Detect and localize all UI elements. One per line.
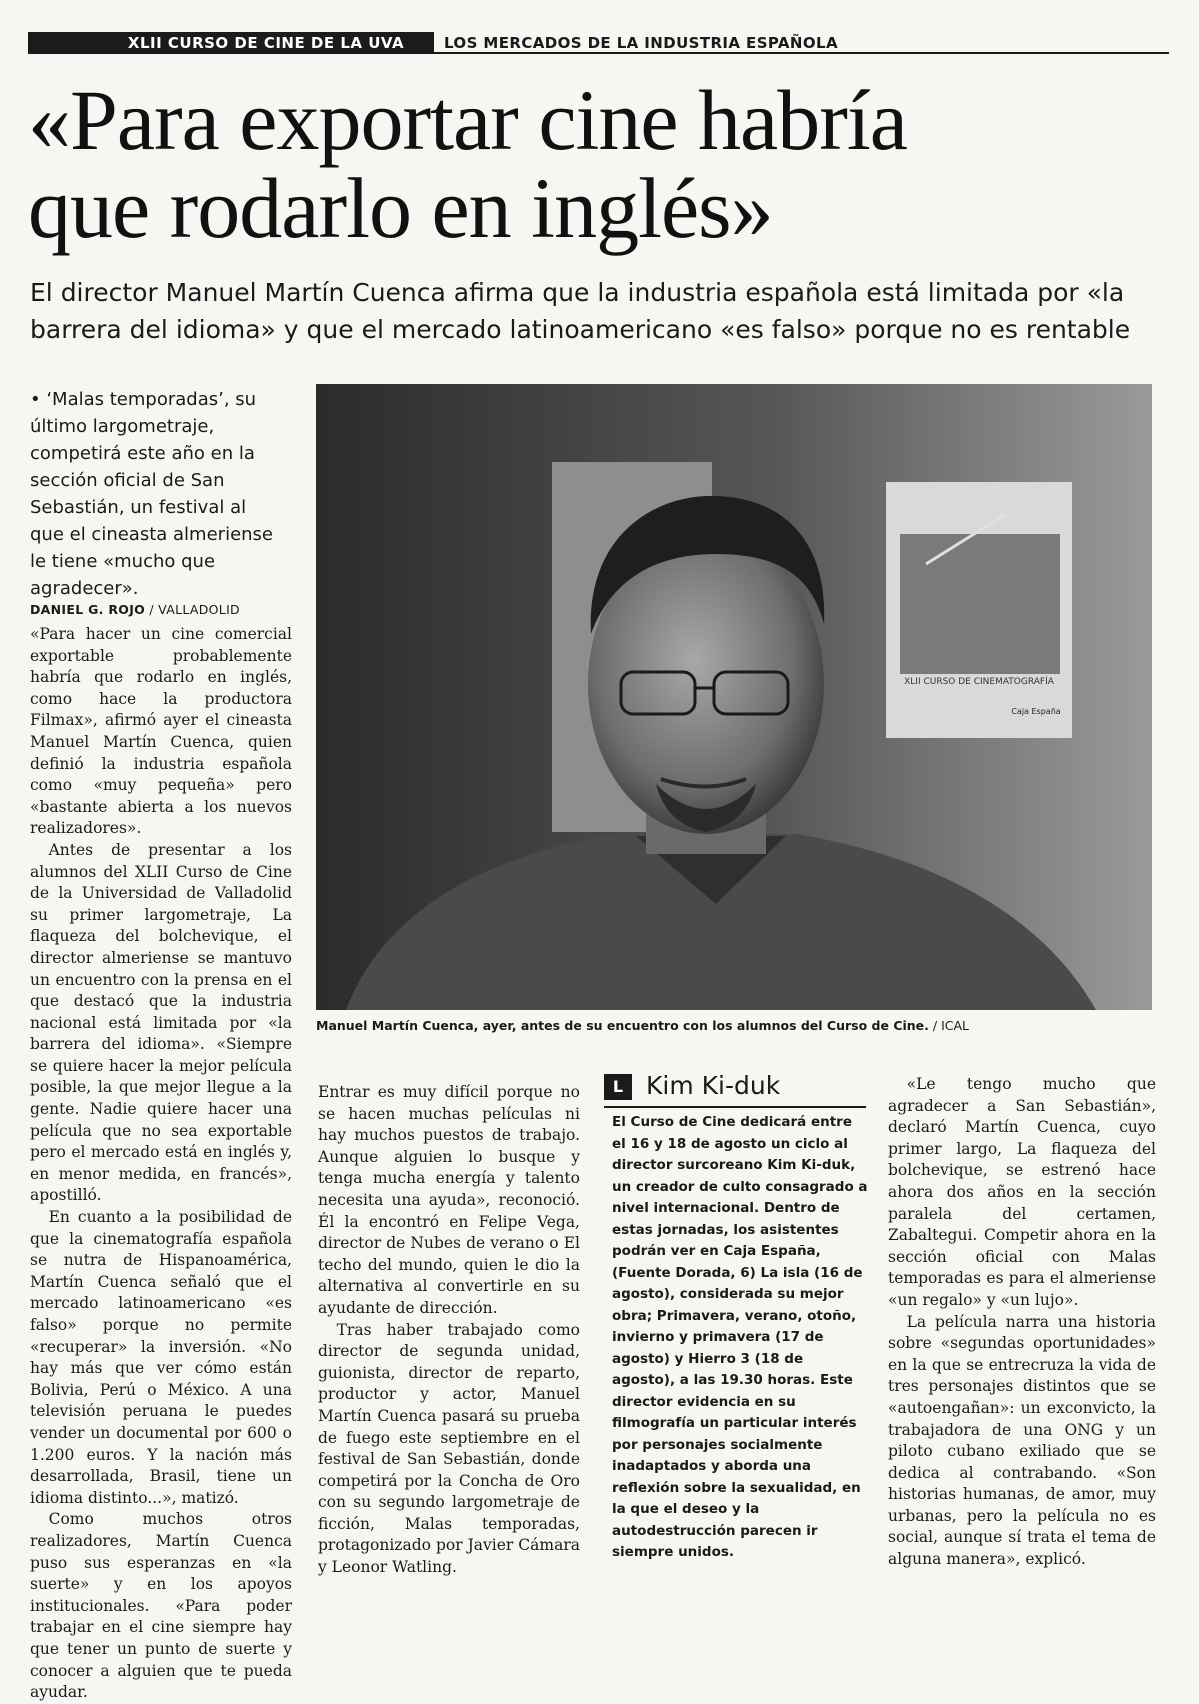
paragraph: La película narra una historia sobre «segundas oportunidades» en la que se entrecruza la vida de tres personajes distintos que se «autoengañan»: un exconvicto, la trabajadora de una ONG y un piloto cubano exiliado que se dedica al contrabando. «Son historias humanas, de amor, muy urbanas, pero la película no es social, aunque sí trata el tema de alguna manera», explicó. bbox=[888, 1312, 1156, 1569]
byline-place: / VALLADOLID bbox=[145, 602, 240, 617]
byline-author: DANIEL G. ROJO bbox=[30, 602, 146, 617]
body-column-1 bbox=[30, 624, 292, 1704]
paragraph: «Le tengo mucho que agradecer a San Sebastián», declaró Martín Cuenca, cuyo primer largo, La flaqueza del bolchevique, se estrenó hace ahora dos años en la sección paralela del certamen, Zabaltegui. Competir ahora en la sección oficial con Malas temporadas es para el almeriense «un regalo» y «un lujo». bbox=[888, 1075, 1156, 1309]
caption-credit: / ICAL bbox=[928, 1018, 969, 1033]
poster-text: XLII CURSO DE CINEMATOGRAFÍA bbox=[904, 677, 1054, 687]
paragraph: Como muchos otros realizadores, Martín Cuenca puso sus esperanzas en «la suerte» y en los apoyos institucionales. «Para poder trabajar en el cine siempre hay que tener un punto de suerte y conocer a alguien que te pueda ayudar. bbox=[30, 1510, 292, 1702]
paragraph: En cuanto a la posibilidad de que la cinematografía española se nutra de Hispanoamérica, Martín Cuenca señaló que el mercado latinoamericano «es falso» porque no permite «recuperar» la inversión. «No hay más que ver cómo están Bolivia, Perú o México. A una televisión peruana le puedes vender un documental por 600 o 1.200 euros. Y la nación más desarrollada, Brasil, tiene un idioma distinto...», matizó. bbox=[30, 1208, 292, 1507]
section-topic: LOS MERCADOS DE LA INDUSTRIA ESPAÑOLA bbox=[444, 34, 838, 52]
paragraph: Entrar es muy difícil porque no se hacen muchas películas ni hay muchos puestos de trabajo. Aunque alguien lo busque y tenga mucha energía y talento necesita una ayuda», reconoció. Él la encontró en Felipe Vega, director de Nubes de verano o El techo del mundo, quien le dio la alternativa al convertirle en su ayudante de dirección. bbox=[318, 1083, 580, 1317]
body-column-2 bbox=[318, 1082, 580, 1579]
article-photo bbox=[316, 384, 1152, 1010]
headline bbox=[28, 72, 1168, 256]
caption-text: Manuel Martín Cuenca, ayer, antes de su encuentro con los alumnos del Curso de Cine. bbox=[316, 1018, 929, 1033]
byline bbox=[30, 602, 240, 617]
summary: • ‘Malas temporadas’, su último largometraje, competirá este año en la sección oficial de San Sebastián, un festival al que el cineasta almeriense le tiene «mucho que agradecer». bbox=[30, 389, 273, 599]
subheadline: El director Manuel Martín Cuenca afirma que la industria española está limitada por «la barrera del idioma» y que el mercado latinoamericano «es falso» porque no es rentable bbox=[30, 278, 1131, 344]
paragraph: Antes de presentar a los alumnos del XLII Curso de Cine de la Universidad de Valladolid su primer largometraje, La flaqueza del bolchevique, el director almeriense se mantuvo un encuentro con la prensa en el que destacó que la industria nacional está limitada por «la barrera del idioma». «Siempre se quiere hacer la mejor película posible, la que mejor llegue a la gente. Nadie quiere hacer una película que no sea exportable pero el mercado está en inglés y, en menor medida, en francés», apostilló. bbox=[30, 840, 292, 1205]
sidebar-logo-icon: L bbox=[604, 1074, 632, 1100]
paragraph: «Para hacer un cine comercial exportable probablemente habría que rodarlo en inglés, como hace la productora Filmax», afirmó ayer el cineasta Manuel Martín Cuenca, quien definió la industria española como «muy pequeña» pero «bastante abierta a los nuevos realizadores». bbox=[30, 625, 292, 838]
poster-sponsor: Caja España bbox=[1011, 707, 1061, 716]
section-label: XLII CURSO DE CINE DE LA UVA bbox=[28, 32, 434, 54]
sidebar-title: Kim Ki-duk bbox=[646, 1071, 781, 1100]
section-header bbox=[28, 32, 1168, 54]
paragraph: Tras haber trabajado como director de segunda unidad, guionista, director de reparto, productor y actor, Manuel Martín Cuenca pasará su prueba de fuego este septiembre en el festival de San Sebastián, donde competirá por la Concha de Oro con su segundo largometraje de ficción, Malas temporadas, protagonizado por Javier Cámara y Leonor Watling. bbox=[318, 1320, 580, 1577]
photo-illustration bbox=[316, 384, 1152, 1010]
headline-line-2: que rodarlo en inglés» bbox=[28, 160, 773, 256]
photo-caption bbox=[316, 1018, 969, 1033]
sidebar-body: El Curso de Cine dedicará entre el 16 y 18 de agosto un ciclo al director surcoreano Kim Ki-duk, un creador de culto consagrado a nivel internacional. Dentro de estas jornadas, los asistentes podrán ver en Caja España, (Fuente Dorada, 6) La isla (16 de agosto), considerada su mejor obra; Primavera, verano, otoño, invierno y primavera (17 de agosto) y Hierro 3 (18 de agosto), a las 19.30 horas. Este director evidencia en su filmografía un particular interés por personajes socialmente inadaptados y aborda una reflexión sobre la sexualidad, en la que el deseo y la autodestrucción parecen ir siempre unidos. bbox=[612, 1114, 868, 1560]
sidebar-rule bbox=[604, 1106, 866, 1108]
headline-line-1: «Para exportar cine habría bbox=[28, 72, 907, 168]
body-column-4 bbox=[888, 1074, 1156, 1571]
